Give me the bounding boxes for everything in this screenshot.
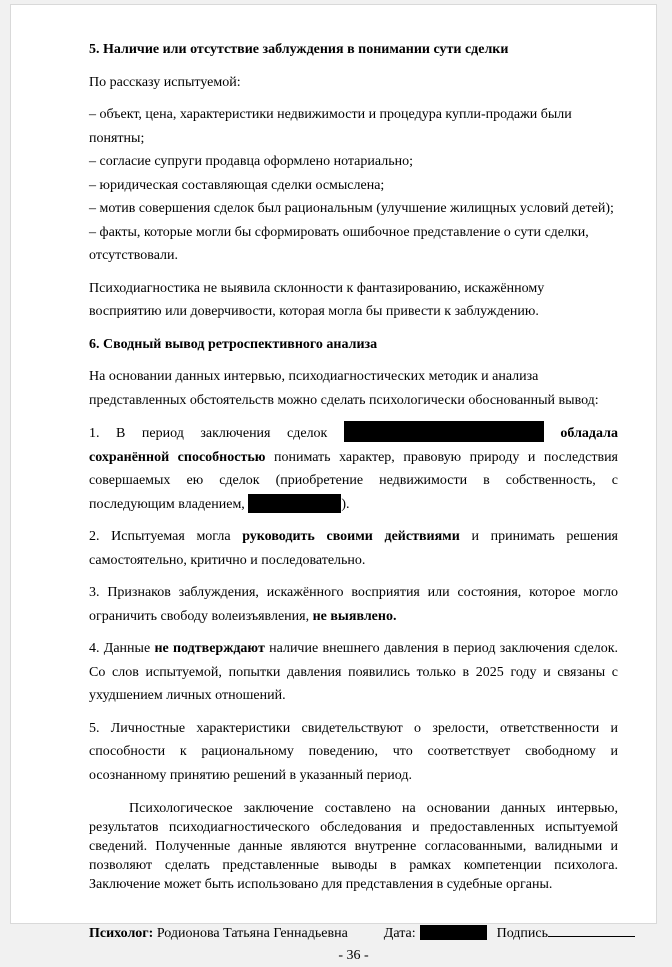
point2-pre: 2. Испытуемая могла — [89, 529, 231, 544]
psychologist-label: Психолог: — [89, 926, 154, 941]
redaction-box — [248, 494, 341, 513]
signature-row — [89, 922, 618, 945]
conclusion-point-5: 5. Личностные характеристики свидетельствуют о зрелости, ответственности и способности к рациональному поведению, что соответствует свободному и осознанному принятию решений в указанный период. — [89, 720, 618, 783]
document-content — [11, 5, 656, 967]
point4-pre: 4. Данные — [89, 641, 151, 656]
section6-intro: На основании данных интервью, психодиагностических методик и анализа представленных обстоятельств можно сделать психологически обоснованный вывод: — [89, 369, 599, 408]
point1-bold: обладала сохранённой способностью — [89, 426, 618, 465]
conclusion-point-2 — [89, 525, 618, 572]
page-number: - 36 - — [338, 948, 369, 963]
conclusion-point-3 — [89, 581, 618, 628]
signature-blank-line — [548, 923, 635, 937]
section5-conclusion: Психодиагностика не выявила склонности к фантазированию, искажённому восприятию или доверчивости, которая могла бы привести к заблуждению. — [89, 280, 545, 319]
point2-bold: руководить своими действиями — [242, 529, 460, 544]
date-label: Дата: — [383, 926, 416, 941]
point1-post: ). — [341, 496, 350, 512]
section5-intro: По рассказу испытуемой: — [89, 74, 241, 90]
list-item: – объект, цена, характеристики недвижимости и процедура купли-продажи были понятны; — [89, 107, 572, 146]
point4-bold: не подтверждают — [154, 641, 265, 656]
list-item: – мотив совершения сделок был рациональным (улучшение жилищных условий детей); — [89, 201, 614, 216]
point4-post: наличие внешнего давления в период заключения сделок. Со слов испытуемой, попытки давления появились только в 2025 году и связаны с ухудшением личных отношений. — [89, 641, 618, 703]
point3-bold: не выявлено. — [312, 608, 397, 624]
section5-list — [89, 103, 618, 268]
signature-label: Подпись — [496, 926, 549, 941]
psychologist-name: Родионова Татьяна Геннадьевна — [156, 926, 348, 941]
point1-pre: 1. В период заключения сделок — [89, 426, 328, 441]
list-item: – юридическая составляющая сделки осмыслена; — [89, 177, 385, 193]
list-item: – согласие супруги продавца оформлено нотариально; — [89, 154, 413, 169]
list-item: – факты, которые могли бы сформировать ошибочное представление о сути сделки, отсутствовали. — [89, 224, 589, 263]
section5-heading: 5. Наличие или отсутствие заблуждения в понимании сути сделки — [89, 42, 509, 57]
point2-post: и принимать решения самостоятельно, критично и последовательно. — [89, 529, 618, 568]
redaction-box — [344, 421, 544, 442]
point1-mid: понимать характер, правовую природу и последствия совершаемых ею сделок (приобретение недвижимости в собственность, с последующим владением, — [89, 449, 618, 512]
section6-heading: 6. Сводный вывод ретроспективного анализа — [89, 336, 378, 352]
conclusion-point-4 — [89, 637, 618, 708]
final-paragraph: Психологическое заключение составлено на основании данных интервью, результатов психодиагностического обследования и предоставленных испытуемой сведений. Полученные данные являются внутренне согласованными, валидными и позволяют сделать представленные выводы в рамках компетенции психолога. Заключение может быть использовано для представления в судебные органы. — [89, 801, 618, 892]
point3-pre: 3. Признаков заблуждения, искажённого восприятия или состояния, которое могло ограничить свободу волеизъявления, — [89, 585, 618, 624]
document-page — [10, 4, 657, 963]
conclusion-point-1 — [89, 421, 618, 516]
redaction-box — [420, 925, 487, 940]
